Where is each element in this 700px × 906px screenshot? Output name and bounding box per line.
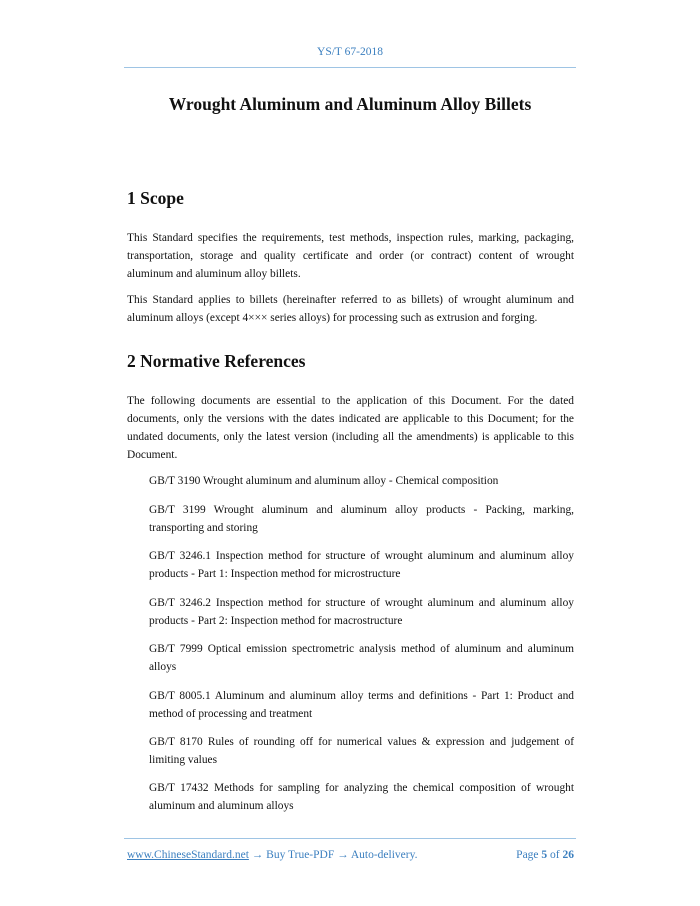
reference-item: GB/T 3246.1 Inspection method for structure of wrought aluminum and aluminum alloy products - Part 1: Inspection method for microstructure [149, 550, 574, 580]
section-heading-normative-references: 2 Normative References [127, 351, 306, 371]
reference-item: GB/T 17432 Methods for sampling for analyzing the chemical composition of wrought aluminum and aluminum alloys [149, 782, 574, 812]
scope-paragraph-2: This Standard applies to billets (hereinafter referred to as billets) of wrought aluminum and aluminum alloys (except 4××× series alloys) for processing such as extrusion and forging. [127, 294, 574, 324]
total-page-count: 26 [562, 849, 574, 861]
scope-paragraph-1: This Standard specifies the requirements, test methods, inspection rules, marking, packaging, transportation, storage and quality certificate and order (or contract) content of wrought aluminum and aluminum alloy billets. [127, 232, 574, 280]
references-intro-paragraph: The following documents are essential to the application of this Document. For the dated documents, only the versions with the dates indicated are applicable to this Document; for the undated documents, only the latest version (including all the amendments) is applicable to this Document. [127, 395, 574, 461]
reference-item: GB/T 3246.2 Inspection method for structure of wrought aluminum and aluminum alloy products - Part 2: Inspection method for macrostructure [149, 597, 574, 627]
footer-divider [124, 838, 576, 839]
of-label: of [550, 849, 560, 861]
current-page-number: 5 [541, 849, 548, 861]
page-indicator [500, 849, 574, 861]
reference-item: GB/T 3199 Wrought aluminum and aluminum alloy products - Packing, marking, transporting and storing [149, 504, 574, 534]
header-divider [124, 67, 576, 68]
page-label: Page [516, 849, 539, 861]
website-link[interactable]: www.ChineseStandard.net [127, 849, 249, 861]
reference-item: GB/T 3190 Wrought aluminum and aluminum alloy - Chemical composition [149, 475, 499, 487]
footer-promo [127, 849, 417, 861]
reference-item: GB/T 8170 Rules of rounding off for numerical values & expression and judgement of limiting values [149, 736, 574, 766]
footer-promo-text: → Buy True-PDF → Auto-delivery. [248, 849, 418, 861]
reference-item: GB/T 7999 Optical emission spectrometric analysis method of aluminum and aluminum alloys [149, 643, 574, 673]
section-heading-scope: 1 Scope [127, 188, 184, 208]
document-code: YS/T 67-2018 [317, 46, 383, 58]
reference-item: GB/T 8005.1 Aluminum and aluminum alloy terms and definitions - Part 1: Product and method of processing and treatment [149, 690, 574, 720]
document-title: Wrought Aluminum and Aluminum Alloy Billets [168, 94, 532, 114]
